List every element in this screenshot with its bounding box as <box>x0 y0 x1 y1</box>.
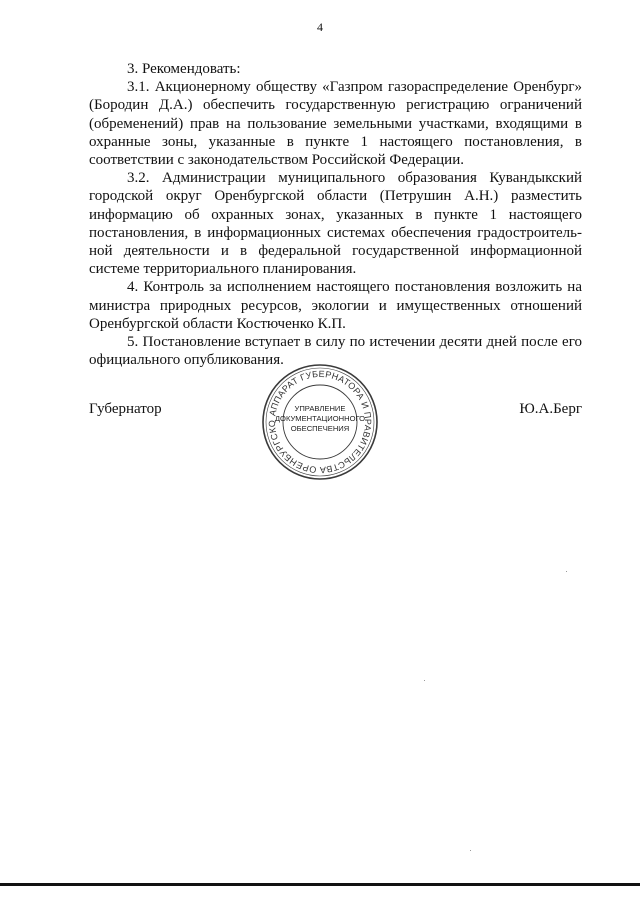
paragraph-recommend: 3. Рекомендовать: <box>127 61 241 77</box>
official-seal <box>256 358 384 486</box>
paragraph-5: 5. Постановление вступает в силу по истечении десяти дней после его официального опубликования. <box>89 334 582 369</box>
seal-inner-line-2: ДОКУМЕНТАЦИОННОГО <box>274 414 366 423</box>
scan-speck <box>566 571 567 572</box>
paragraph-4: 4. Контроль за исполнением настоящего постановления возложить на министра природных ресурсов, экологии и имущественных отношений Оренбургской области Костюченко К.П. <box>89 279 582 332</box>
paragraph-3-2: 3.2. Администрации муниципального образования Кувандыкский городской округ Оренбургской области (Петрушин А.Н.) разместить информацию об охранных зонах, указанных в пункте 1 настоящего постановления, в информационных системах обеспечения градостроительной деятельности и в федеральной государственной информационной системе территориального планирования. <box>89 170 582 278</box>
scan-speck <box>424 680 425 681</box>
signatory-name: Ю.А.Берг <box>519 401 582 417</box>
seal-inner-line-1: УПРАВЛЕНИЕ <box>294 404 346 413</box>
document-body <box>89 60 582 369</box>
seal-ring-text: АППАРАТ ГУБЕРНАТОРА И ПРАВИТЕЛЬСТВА ОРЕНБУРГСКО <box>266 368 374 476</box>
seal-inner-text <box>256 404 384 434</box>
signatory-position: Губернатор <box>89 401 162 417</box>
page-bottom-border <box>0 883 640 886</box>
seal-inner-line-3: ОБЕСПЕЧЕНИЯ <box>290 424 350 433</box>
scan-speck <box>470 850 471 851</box>
paragraph-3-1: 3.1. Акционерному обществу «Газпром газораспределение Оренбург» (Бородин Д.А.) обеспечить государственную регистрацию ограничений (обременений) прав на пользование земельными участками, входящими в охранные зоны, указанные в пункте 1 настоящего постановления, в соответствии с законодательством Российской Федерации. <box>89 79 582 169</box>
page-number: 4 <box>317 20 323 34</box>
